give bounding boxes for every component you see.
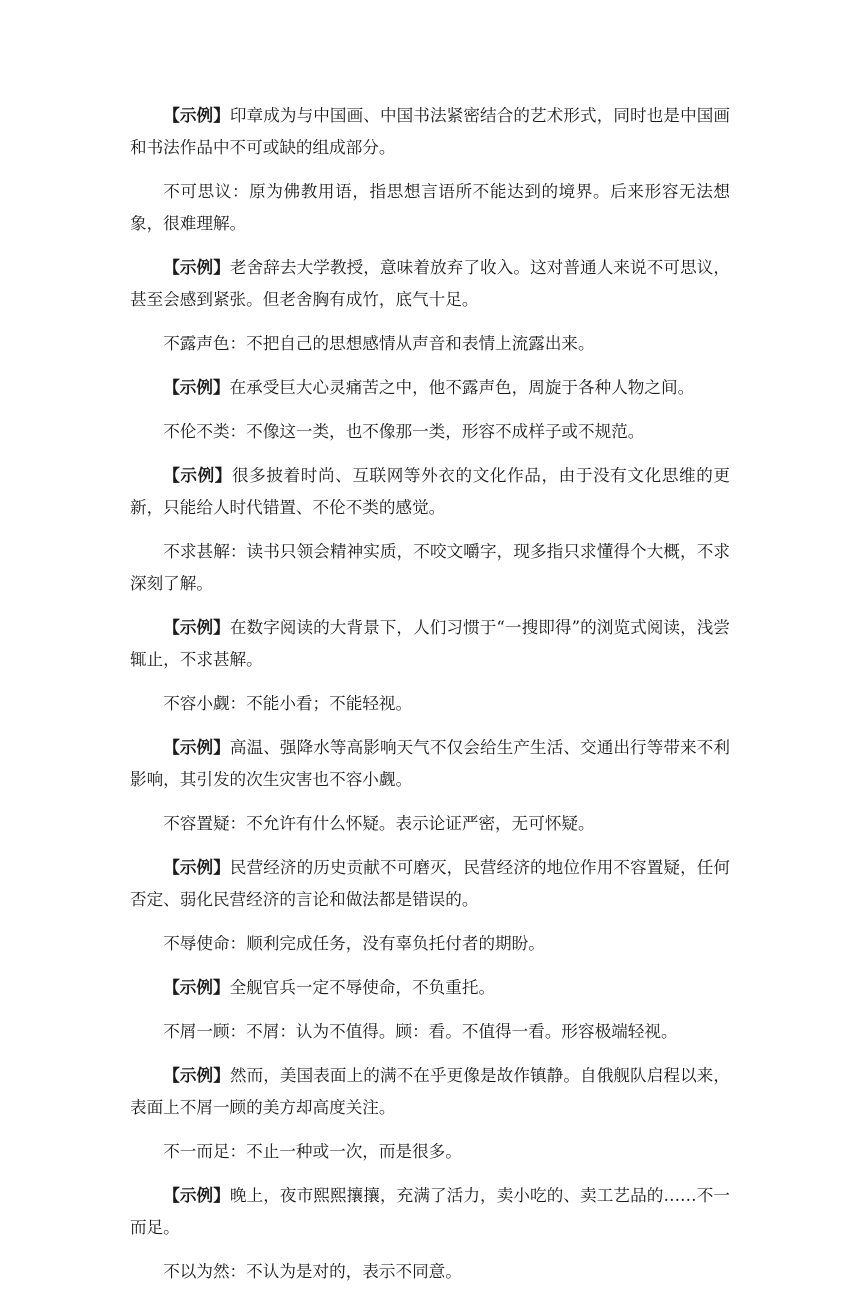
definition-paragraph: 不露声色：不把自己的思想感情从声音和表情上流露出来。 [163, 334, 595, 353]
example-text: 高温、强降水等高影响天气不仅会给生产生活、交通出行等带来不利影响，其引发的次生灾害也不容小觑。 [130, 738, 731, 789]
example-paragraph [130, 1060, 730, 1124]
example-text: 在承受巨大心灵痛苦之中，他不露声色，周旋于各种人物之间。 [229, 378, 695, 397]
definition-paragraph: 不屑一顾：不屑：认为不值得。顾：看。不值得一看。形容极端轻视。 [163, 1022, 678, 1041]
example-paragraph [130, 852, 730, 916]
example-label: 【示例】 [163, 738, 230, 757]
example-label: 【示例】 [163, 258, 230, 277]
example-text: 老舍辞去大学教授，意味着放弃了收入。这对普通人来说不可思议，甚至会感到紧张。但老舍胸有成竹，底气十足。 [130, 258, 731, 309]
example-text: 然而，美国表面上的满不在乎更像是故作镇静。自俄舰队启程以来，表面上不屑一顾的美方却高度关注。 [130, 1066, 731, 1117]
example-paragraph [130, 1180, 730, 1244]
example-text: 晚上，夜市熙熙攘攘，充满了活力，卖小吃的、卖工艺品的……不一而足。 [130, 1186, 730, 1237]
definition-paragraph: 不求甚解：读书只领会精神实质，不咬文嚼字，现多指只求懂得个大概，不求深刻了解。 [130, 542, 730, 593]
example-text: 在数字阅读的大背景下，人们习惯于“一搜即得”的浏览式阅读，浅尝辄止，不求甚解。 [130, 618, 730, 669]
example-paragraph [130, 100, 730, 164]
example-paragraph [130, 252, 730, 316]
definition-paragraph: 不一而足：不止一种或一次，而是很多。 [163, 1142, 462, 1161]
example-label: 【示例】 [163, 106, 230, 125]
example-paragraph [130, 732, 730, 796]
document-page [130, 100, 730, 1300]
example-text: 民营经济的历史贡献不可磨灭，民营经济的地位作用不容置疑，任何否定、弱化民营经济的言论和做法都是错误的。 [130, 858, 731, 909]
example-label: 【示例】 [163, 1186, 230, 1205]
definition-paragraph: 不可思议：原为佛教用语，指思想言语所不能达到的境界。后来形容无法想象，很难理解。 [130, 182, 730, 233]
definition-paragraph: 不辱使命：顺利完成任务，没有辜负托付者的期盼。 [163, 934, 545, 953]
definition-paragraph: 不以为然：不认为是对的，表示不同意。 [163, 1262, 462, 1281]
example-paragraph [130, 612, 730, 676]
definition-paragraph: 不容小觑：不能小看；不能轻视。 [163, 694, 413, 713]
definition-paragraph: 不容置疑：不允许有什么怀疑。表示论证严密，无可怀疑。 [163, 814, 595, 833]
example-paragraph [130, 972, 730, 1004]
example-label: 【示例】 [163, 618, 230, 637]
definition-paragraph: 不伦不类：不像这一类，也不像那一类，形容不成样子或不规范。 [163, 422, 645, 441]
example-label: 【示例】 [163, 466, 232, 485]
example-text: 全舰官兵一定不辱使命，不负重托。 [229, 978, 496, 997]
example-label: 【示例】 [163, 858, 230, 877]
example-paragraph [130, 460, 730, 524]
example-label: 【示例】 [163, 978, 230, 997]
example-text: 印章成为与中国画、中国书法紧密结合的艺术形式，同时也是中国画和书法作品中不可或缺的组成部分。 [130, 106, 731, 157]
example-label: 【示例】 [163, 1066, 230, 1085]
example-label: 【示例】 [163, 378, 230, 397]
example-paragraph [130, 372, 730, 404]
example-text: 很多披着时尚、互联网等外衣的文化作品，由于没有文化思维的更新，只能给人时代错置、不伦不类的感觉。 [130, 466, 731, 517]
